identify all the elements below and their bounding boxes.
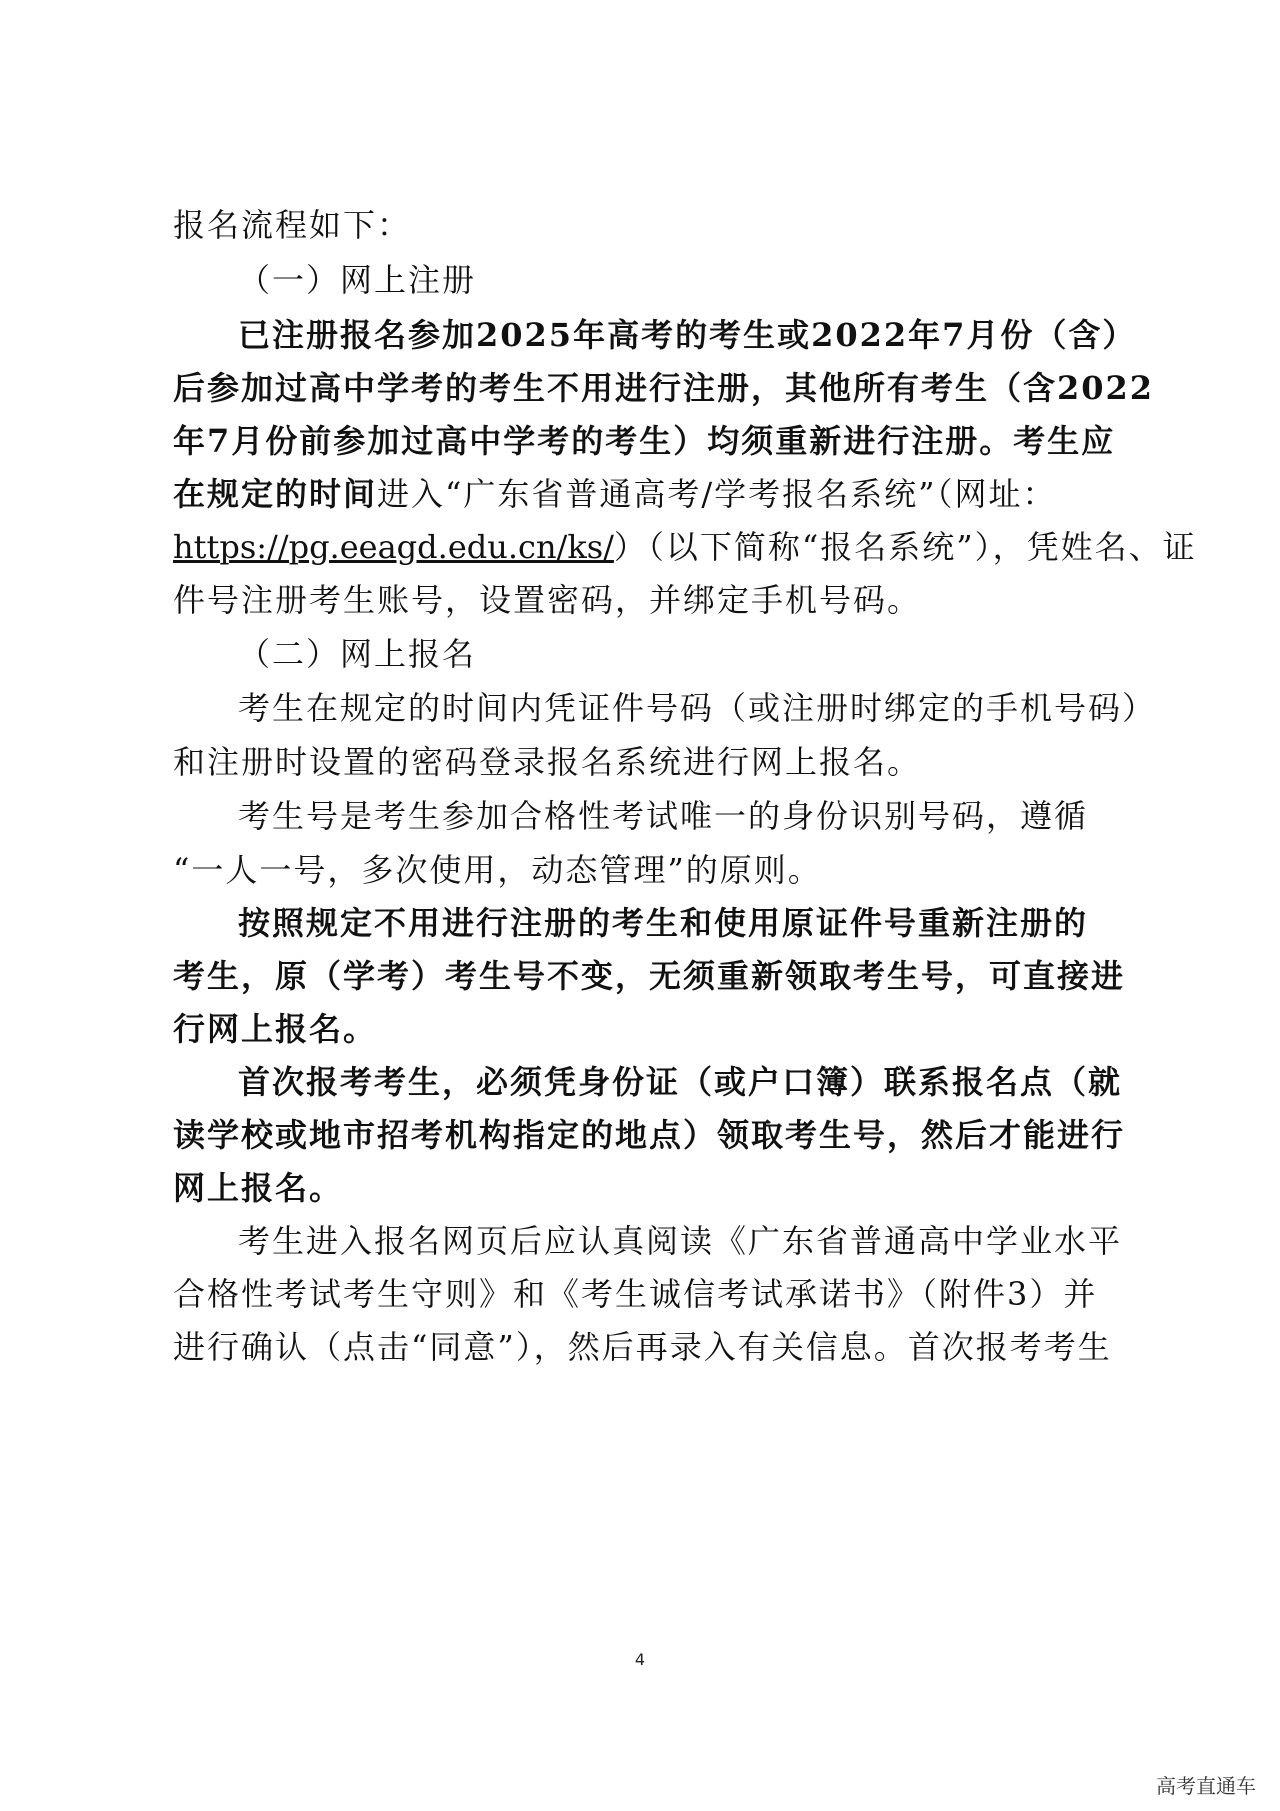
paragraph-line: “一人一号，多次使用，动态管理”的原则。 [173,851,822,889]
paragraph-line: 按照规定不用进行注册的考生和使用原证件号重新注册的 [238,904,1089,942]
paragraph-line: 考生进入报名网页后应认真阅读《广东省普通高中学业水平 [238,1222,1123,1260]
section-heading-registration: （一）网上注册 [238,261,477,299]
paragraph-line: 考生号是考生参加合格性考试唯一的身份识别号码，遵循 [238,797,1089,835]
text-segment: ）（以下简称“报名系统”），凭姓名、证 [613,528,1197,566]
paragraph-line: 行网上报名。 [173,1010,378,1048]
paragraph-line: 考生在规定的时间内凭证件号码（或注册时绑定的手机号码） [238,689,1157,727]
paragraph-line: 年7月份前参加过高中学考的考生）均须重新进行注册。考生应 [173,422,1116,460]
paragraph-line: 件号注册考生账号，设置密码，并绑定手机号码。 [173,581,922,619]
paragraph-line [173,527,1197,567]
paragraph-line: 和注册时设置的密码登录报名系统进行网上报名。 [173,743,922,781]
paragraph-line: 报名流程如下： [173,206,412,244]
registration-system-link[interactable]: https://pg.eeagd.edu.cn/ks/ [173,528,614,566]
paragraph-line [173,474,1057,514]
paragraph-line: 首次报考考生，必须凭身份证（或户口簿）联系报名点（就 [238,1063,1123,1101]
section-heading-online-application: （二）网上报名 [238,635,477,673]
paragraph-line: 进行确认（点击“同意”），然后再录入有关信息。首次报考考生 [173,1328,1112,1366]
paragraph-line: 后参加过高中学考的考生不用进行注册，其他所有考生（含2022 [173,369,1155,407]
page-number: 4 [634,1650,646,1669]
paragraph-line: 网上报名。 [173,1169,344,1207]
text-segment: 在规定的时间 [173,475,378,513]
paragraph-line: 合格性考试考生守则》和《考生诚信考试承诺书》（附件3）并 [173,1275,1098,1313]
paragraph-line: 已注册报名参加2025年高考的考生或2022年7月份（含） [238,316,1137,354]
text-segment: 进入“广东省普通高考/学考报名系统”（网址： [377,475,1057,513]
paragraph-line: 读学校或地市招考机构指定的地点）领取考生号，然后才能进行 [173,1116,1126,1154]
watermark: 高考直通车 [1156,1774,1256,1798]
paragraph-line: 考生，原（学考）考生号不变，无须重新领取考生号，可直接进 [173,957,1126,995]
